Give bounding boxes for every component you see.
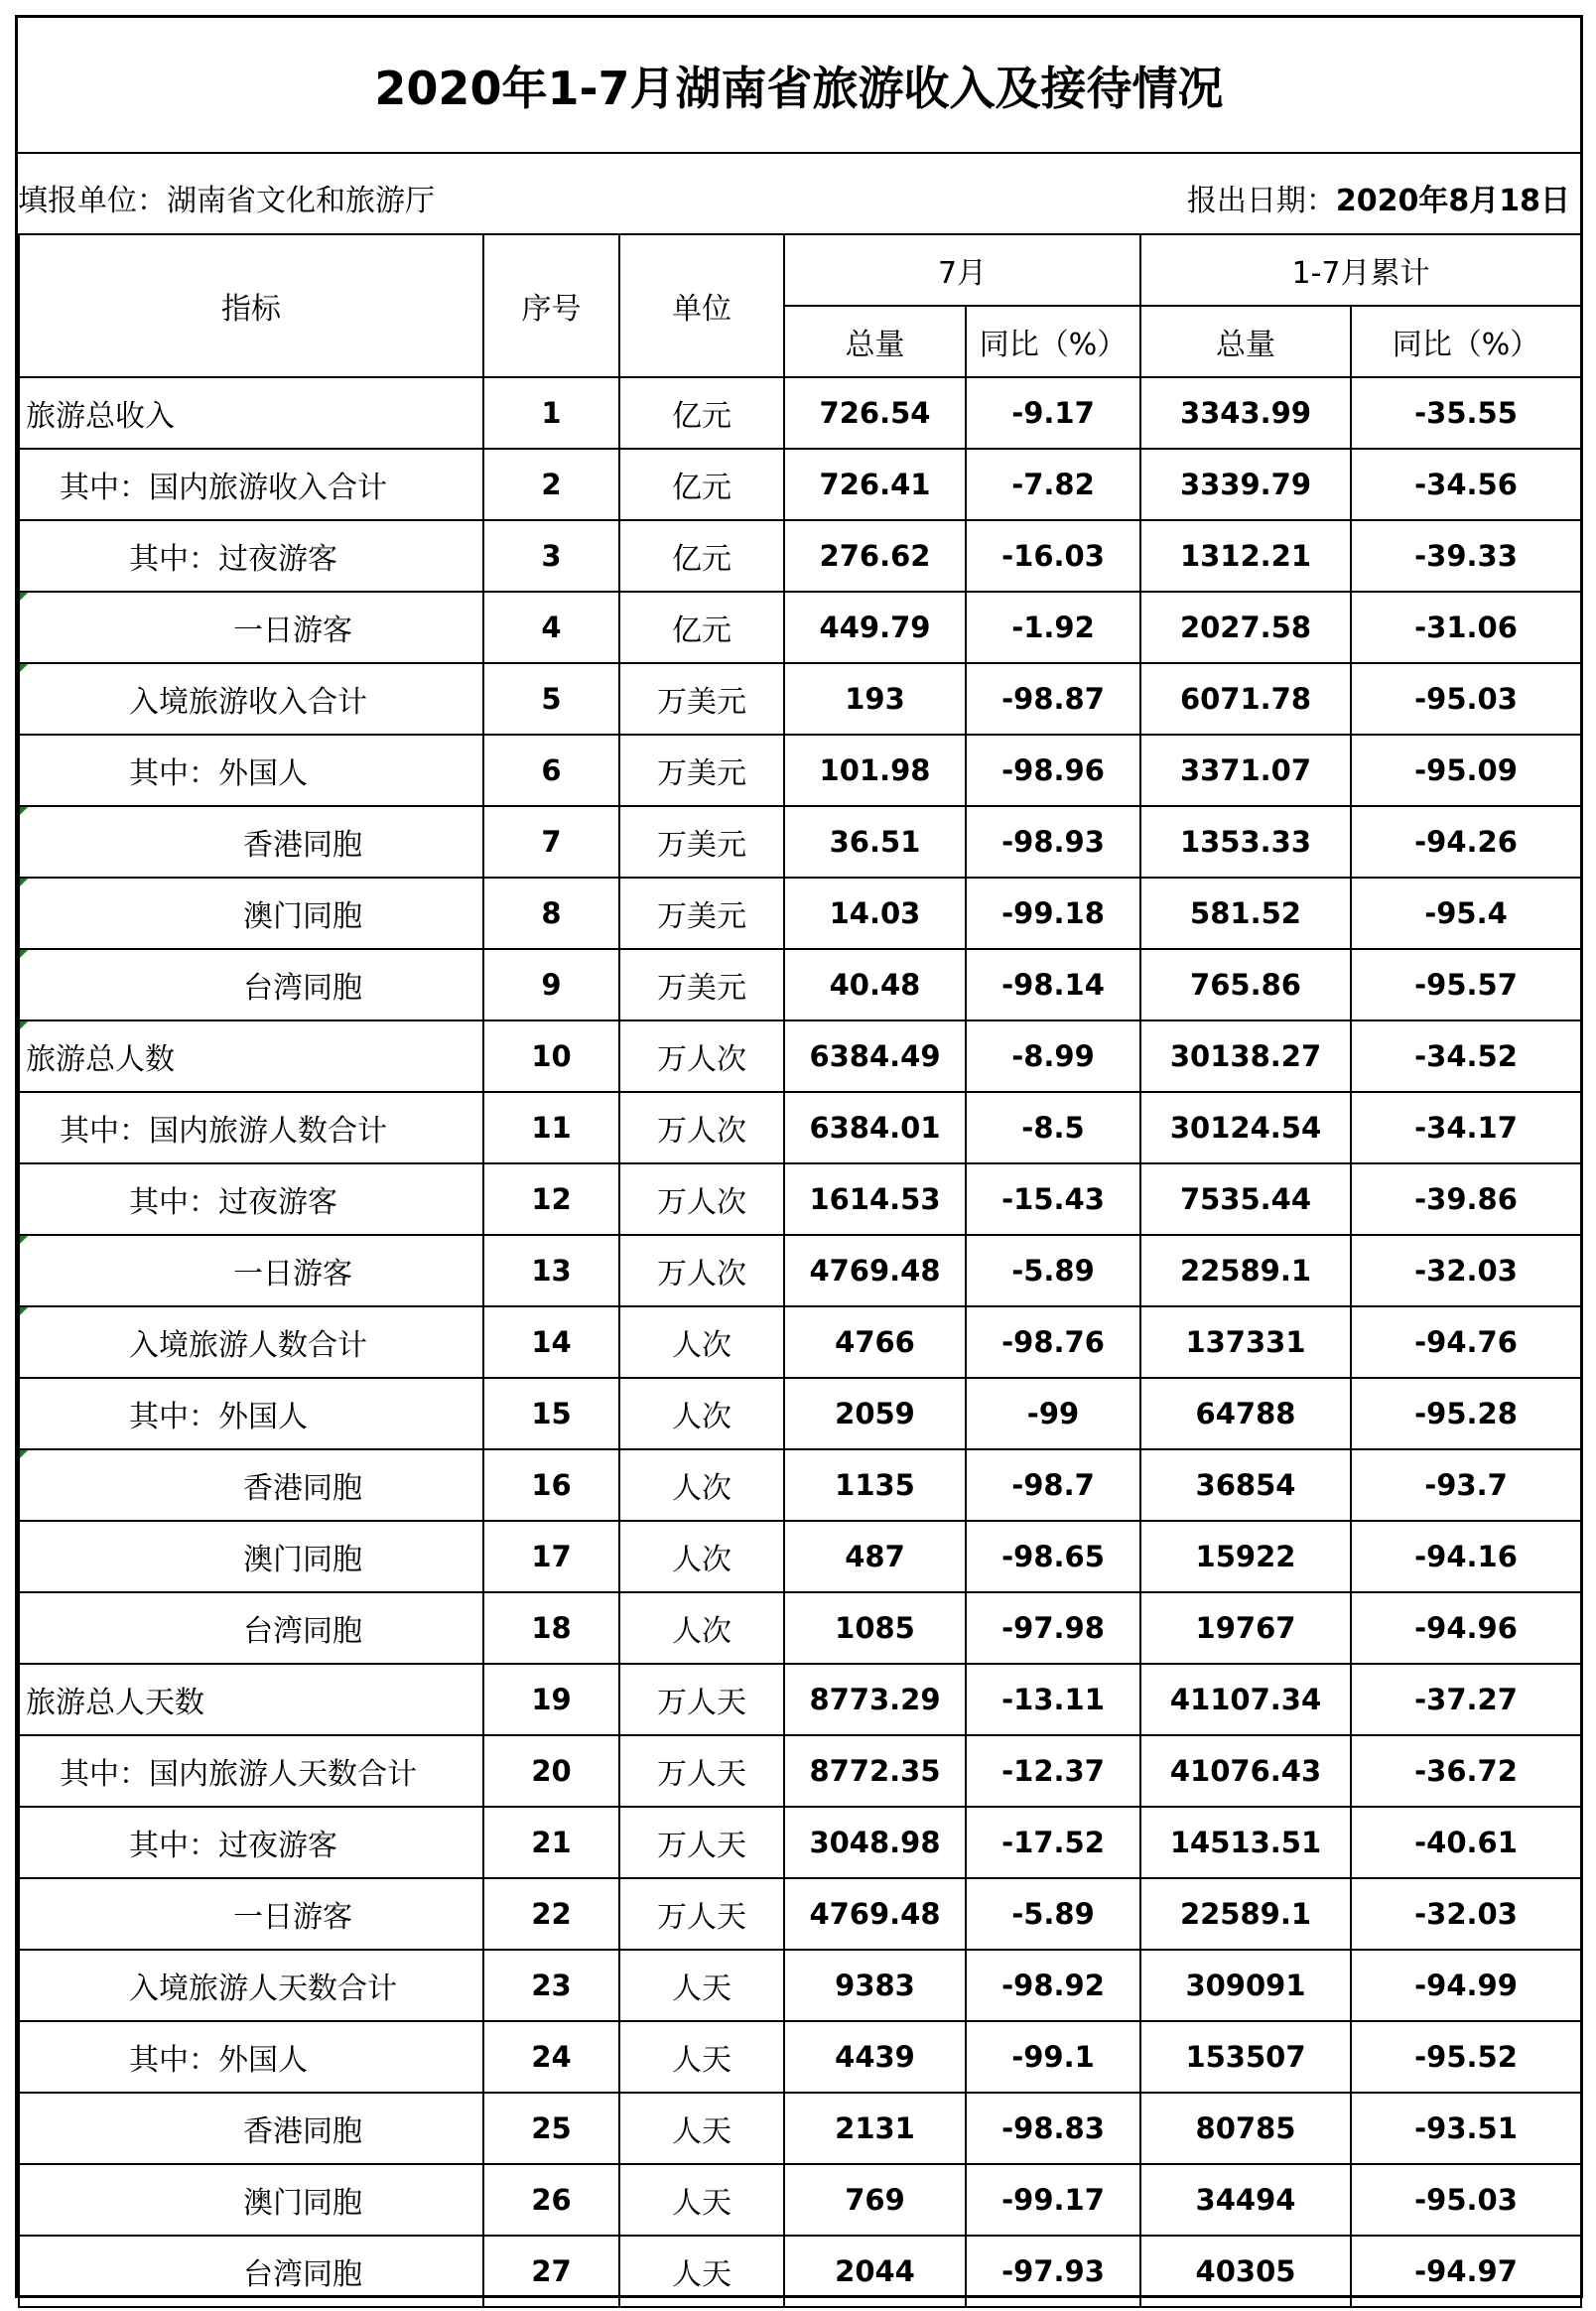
seq-cell: 25 (483, 2093, 619, 2164)
july-yoy-cell: -8.99 (966, 1020, 1140, 1092)
table-row (19, 449, 1581, 520)
cum-yoy-cell: -94.99 (1351, 1950, 1581, 2021)
july-yoy-cell: -97.93 (966, 2236, 1140, 2307)
table-row (19, 949, 1581, 1020)
header-indicator: 指标 (19, 234, 483, 377)
table-body (19, 377, 1581, 2307)
cum-total-cell: 1353.33 (1140, 806, 1351, 878)
july-total-cell: 1614.53 (784, 1163, 966, 1235)
july-total-cell: 726.41 (784, 449, 966, 520)
indicator-name (19, 1163, 483, 1235)
cum-total-cell: 30124.54 (1140, 1092, 1351, 1163)
seq-cell: 12 (483, 1163, 619, 1235)
unit-cell: 万人天 (619, 1664, 784, 1735)
indicator-label: 其中：国内旅游人数合计 (60, 1114, 387, 1149)
cum-yoy-cell: -93.7 (1351, 1449, 1581, 1521)
table-row (19, 1092, 1581, 1163)
july-total-cell: 193 (784, 663, 966, 735)
indicator-label: 其中：过夜游客 (129, 1829, 337, 1863)
cell-marker-icon (20, 593, 28, 601)
indicator-name (19, 449, 483, 520)
unit-cell: 万人天 (619, 1878, 784, 1950)
indicator-name (19, 592, 483, 663)
seq-cell: 6 (483, 735, 619, 806)
unit-cell: 亿元 (619, 449, 784, 520)
indicator-name (19, 1521, 483, 1592)
cum-total-cell: 14513.51 (1140, 1807, 1351, 1878)
cum-yoy-cell: -34.56 (1351, 449, 1581, 520)
july-total-cell: 4439 (784, 2021, 966, 2093)
indicator-label: 香港同胞 (243, 828, 362, 863)
table-row (19, 1807, 1581, 1878)
cum-yoy-cell: -94.97 (1351, 2236, 1581, 2307)
cum-yoy-cell: -95.57 (1351, 949, 1581, 1020)
seq-cell: 18 (483, 1592, 619, 1664)
indicator-label: 澳门同胞 (243, 2186, 362, 2221)
unit-cell: 万人次 (619, 1092, 784, 1163)
july-total-cell: 4769.48 (784, 1235, 966, 1306)
indicator-label: 台湾同胞 (243, 1614, 362, 1649)
indicator-name (19, 1950, 483, 2021)
cell-marker-icon (20, 664, 28, 672)
table-row (19, 806, 1581, 878)
july-total-cell: 9383 (784, 1950, 966, 2021)
cum-total-cell: 36854 (1140, 1449, 1351, 1521)
cum-total-cell: 153507 (1140, 2021, 1351, 2093)
indicator-label: 其中：外国人 (129, 2043, 308, 2078)
cum-yoy-cell: -93.51 (1351, 2093, 1581, 2164)
table-row (19, 1592, 1581, 1664)
july-total-cell: 4766 (784, 1306, 966, 1378)
cum-total-cell: 80785 (1140, 2093, 1351, 2164)
july-yoy-cell: -12.37 (966, 1735, 1140, 1807)
unit-cell: 亿元 (619, 592, 784, 663)
seq-cell: 27 (483, 2236, 619, 2307)
seq-cell: 3 (483, 520, 619, 592)
seq-cell: 19 (483, 1664, 619, 1735)
indicator-label: 旅游总人天数 (26, 1686, 204, 1720)
indicator-name (19, 1020, 483, 1092)
cum-yoy-cell: -39.33 (1351, 520, 1581, 592)
july-yoy-cell: -98.14 (966, 949, 1140, 1020)
july-yoy-cell: -98.87 (966, 663, 1140, 735)
indicator-name (19, 2093, 483, 2164)
unit-cell: 人天 (619, 2093, 784, 2164)
cell-marker-icon (20, 1450, 28, 1458)
indicator-label: 香港同胞 (243, 2114, 362, 2149)
seq-cell: 14 (483, 1306, 619, 1378)
indicator-name (19, 949, 483, 1020)
cum-yoy-cell: -40.61 (1351, 1807, 1581, 1878)
july-yoy-cell: -17.52 (966, 1807, 1140, 1878)
july-yoy-cell: -98.76 (966, 1306, 1140, 1378)
report-sheet (15, 15, 1583, 2298)
july-yoy-cell: -98.92 (966, 1950, 1140, 2021)
july-total-cell: 14.03 (784, 878, 966, 949)
july-yoy-cell: -98.83 (966, 2093, 1140, 2164)
july-total-cell: 2131 (784, 2093, 966, 2164)
cell-marker-icon (20, 950, 28, 958)
header-cumulative: 1-7月累计 (1140, 234, 1581, 306)
indicator-label: 台湾同胞 (243, 971, 362, 1006)
cum-yoy-cell: -95.03 (1351, 663, 1581, 735)
july-yoy-cell: -5.89 (966, 1235, 1140, 1306)
cum-total-cell: 40305 (1140, 2236, 1351, 2307)
july-total-cell: 276.62 (784, 520, 966, 592)
indicator-label: 入境旅游人数合计 (129, 1328, 367, 1363)
july-yoy-cell: -98.96 (966, 735, 1140, 806)
cum-yoy-cell: -94.96 (1351, 1592, 1581, 1664)
unit-cell: 万人次 (619, 1163, 784, 1235)
cum-yoy-cell: -37.27 (1351, 1664, 1581, 1735)
july-yoy-cell: -7.82 (966, 449, 1140, 520)
header-cum-yoy: 同比（%） (1351, 306, 1581, 377)
cum-yoy-cell: -35.55 (1351, 377, 1581, 449)
seq-cell: 13 (483, 1235, 619, 1306)
july-total-cell: 726.54 (784, 377, 966, 449)
indicator-name (19, 1235, 483, 1306)
table-row (19, 2236, 1581, 2307)
indicator-label: 旅游总收入 (26, 399, 175, 434)
cum-total-cell: 765.86 (1140, 949, 1351, 1020)
unit-cell: 万人次 (619, 1020, 784, 1092)
cum-yoy-cell: -95.09 (1351, 735, 1581, 806)
indicator-label: 台湾同胞 (243, 2257, 362, 2292)
table-row (19, 1449, 1581, 1521)
july-yoy-cell: -99.1 (966, 2021, 1140, 2093)
indicator-name (19, 1378, 483, 1449)
report-title: 2020年1-7月湖南省旅游收入及接待情况 (18, 18, 1580, 154)
july-total-cell: 6384.01 (784, 1092, 966, 1163)
seq-cell: 24 (483, 2021, 619, 2093)
cum-yoy-cell: -95.4 (1351, 878, 1581, 949)
seq-cell: 16 (483, 1449, 619, 1521)
report-meta (18, 154, 1580, 233)
header-july-yoy: 同比（%） (966, 306, 1140, 377)
unit-cell: 人次 (619, 1306, 784, 1378)
table-row (19, 1878, 1581, 1950)
july-total-cell: 8773.29 (784, 1664, 966, 1735)
cum-total-cell: 22589.1 (1140, 1235, 1351, 1306)
july-total-cell: 101.98 (784, 735, 966, 806)
seq-cell: 11 (483, 1092, 619, 1163)
cum-yoy-cell: -34.17 (1351, 1092, 1581, 1163)
july-yoy-cell: -5.89 (966, 1878, 1140, 1950)
july-total-cell: 487 (784, 1521, 966, 1592)
july-total-cell: 3048.98 (784, 1807, 966, 1878)
unit-cell: 万人天 (619, 1735, 784, 1807)
cum-total-cell: 41076.43 (1140, 1735, 1351, 1807)
cum-total-cell: 3339.79 (1140, 449, 1351, 520)
table-row (19, 377, 1581, 449)
july-yoy-cell: -98.93 (966, 806, 1140, 878)
cell-marker-icon (20, 1236, 28, 1244)
july-total-cell: 40.48 (784, 949, 966, 1020)
unit-cell: 人天 (619, 2236, 784, 2307)
indicator-label: 其中：过夜游客 (129, 1185, 337, 1220)
cum-yoy-cell: -94.26 (1351, 806, 1581, 878)
cum-yoy-cell: -32.03 (1351, 1878, 1581, 1950)
cum-yoy-cell: -32.03 (1351, 1235, 1581, 1306)
table-row (19, 735, 1581, 806)
table-row (19, 1306, 1581, 1378)
unit-cell: 人天 (619, 2021, 784, 2093)
indicator-name (19, 663, 483, 735)
unit-cell: 亿元 (619, 520, 784, 592)
table-row (19, 663, 1581, 735)
cum-total-cell: 581.52 (1140, 878, 1351, 949)
july-yoy-cell: -98.7 (966, 1449, 1140, 1521)
july-yoy-cell: -9.17 (966, 377, 1140, 449)
indicator-label: 其中：国内旅游人天数合计 (60, 1757, 417, 1792)
unit-cell: 万美元 (619, 663, 784, 735)
july-total-cell: 8772.35 (784, 1735, 966, 1807)
fill-unit: 填报单位：湖南省文化和旅游厅 (18, 184, 435, 218)
header-july: 7月 (784, 234, 1140, 306)
july-total-cell: 1135 (784, 1449, 966, 1521)
cum-total-cell: 7535.44 (1140, 1163, 1351, 1235)
table-row (19, 2021, 1581, 2093)
indicator-label: 澳门同胞 (243, 1543, 362, 1577)
cum-total-cell: 309091 (1140, 1950, 1351, 2021)
indicator-label: 香港同胞 (243, 1471, 362, 1506)
indicator-name (19, 1735, 483, 1807)
table-row (19, 592, 1581, 663)
cum-yoy-cell: -94.76 (1351, 1306, 1581, 1378)
indicator-name (19, 1664, 483, 1735)
unit-cell: 万美元 (619, 806, 784, 878)
july-total-cell: 36.51 (784, 806, 966, 878)
seq-cell: 4 (483, 592, 619, 663)
report-date-label: 报出日期： (1186, 184, 1336, 218)
cell-marker-icon (20, 1307, 28, 1315)
july-yoy-cell: -99.17 (966, 2164, 1140, 2236)
cum-total-cell: 2027.58 (1140, 592, 1351, 663)
cum-total-cell: 15922 (1140, 1521, 1351, 1592)
indicator-name (19, 806, 483, 878)
cum-yoy-cell: -95.28 (1351, 1378, 1581, 1449)
table-row (19, 1664, 1581, 1735)
july-yoy-cell: -15.43 (966, 1163, 1140, 1235)
indicator-label: 其中：过夜游客 (129, 542, 337, 577)
cum-yoy-cell: -95.03 (1351, 2164, 1581, 2236)
unit-cell: 万美元 (619, 735, 784, 806)
table-row (19, 1163, 1581, 1235)
seq-cell: 8 (483, 878, 619, 949)
cum-total-cell: 137331 (1140, 1306, 1351, 1378)
cum-total-cell: 64788 (1140, 1378, 1351, 1449)
july-total-cell: 6384.49 (784, 1020, 966, 1092)
indicator-label: 一日游客 (233, 1900, 352, 1935)
table-row (19, 1950, 1581, 2021)
unit-cell: 人次 (619, 1521, 784, 1592)
unit-cell: 人天 (619, 2164, 784, 2236)
indicator-name (19, 878, 483, 949)
cum-total-cell: 6071.78 (1140, 663, 1351, 735)
cum-total-cell: 34494 (1140, 2164, 1351, 2236)
seq-cell: 2 (483, 449, 619, 520)
july-yoy-cell: -97.98 (966, 1592, 1140, 1664)
cum-yoy-cell: -36.72 (1351, 1735, 1581, 1807)
indicator-label: 澳门同胞 (243, 899, 362, 934)
indicator-name (19, 2021, 483, 2093)
indicator-name (19, 2164, 483, 2236)
cum-yoy-cell: -31.06 (1351, 592, 1581, 663)
cum-yoy-cell: -94.16 (1351, 1521, 1581, 1592)
seq-cell: 17 (483, 1521, 619, 1592)
cum-total-cell: 3343.99 (1140, 377, 1351, 449)
unit-cell: 人次 (619, 1449, 784, 1521)
seq-cell: 9 (483, 949, 619, 1020)
table-row (19, 1378, 1581, 1449)
july-total-cell: 2044 (784, 2236, 966, 2307)
cell-marker-icon (20, 807, 28, 815)
seq-cell: 20 (483, 1735, 619, 1807)
july-total-cell: 449.79 (784, 592, 966, 663)
header-seq: 序号 (483, 234, 619, 377)
table-row (19, 878, 1581, 949)
july-yoy-cell: -8.5 (966, 1092, 1140, 1163)
unit-cell: 人次 (619, 1592, 784, 1664)
cum-total-cell: 30138.27 (1140, 1020, 1351, 1092)
seq-cell: 1 (483, 377, 619, 449)
cum-total-cell: 3371.07 (1140, 735, 1351, 806)
cum-total-cell: 22589.1 (1140, 1878, 1351, 1950)
indicator-name (19, 1807, 483, 1878)
july-yoy-cell: -13.11 (966, 1664, 1140, 1735)
unit-cell: 人天 (619, 1950, 784, 2021)
seq-cell: 7 (483, 806, 619, 878)
seq-cell: 22 (483, 1878, 619, 1950)
indicator-label: 入境旅游人天数合计 (129, 1971, 397, 2006)
cum-total-cell: 41107.34 (1140, 1664, 1351, 1735)
seq-cell: 26 (483, 2164, 619, 2236)
cum-yoy-cell: -95.52 (1351, 2021, 1581, 2093)
unit-cell: 万美元 (619, 878, 784, 949)
seq-cell: 10 (483, 1020, 619, 1092)
seq-cell: 5 (483, 663, 619, 735)
indicator-name (19, 1878, 483, 1950)
cum-yoy-cell: -34.52 (1351, 1020, 1581, 1092)
unit-cell: 万人次 (619, 1235, 784, 1306)
indicator-label: 其中：外国人 (129, 1400, 308, 1434)
unit-cell: 万人天 (619, 1807, 784, 1878)
july-total-cell: 769 (784, 2164, 966, 2236)
unit-cell: 万美元 (619, 949, 784, 1020)
report-date: 2020年8月18日 (1335, 184, 1570, 218)
july-yoy-cell: -99 (966, 1378, 1140, 1449)
seq-cell: 21 (483, 1807, 619, 1878)
indicator-name (19, 520, 483, 592)
indicator-label: 旅游总人数 (26, 1042, 175, 1077)
table-row (19, 2164, 1581, 2236)
seq-cell: 15 (483, 1378, 619, 1449)
cum-total-cell: 1312.21 (1140, 520, 1351, 592)
indicator-label: 入境旅游收入合计 (129, 685, 367, 720)
stats-table (18, 233, 1582, 2308)
header-july-total: 总量 (784, 306, 966, 377)
indicator-label: 其中：国内旅游收入合计 (60, 471, 387, 505)
july-yoy-cell: -99.18 (966, 878, 1140, 949)
cum-total-cell: 19767 (1140, 1592, 1351, 1664)
table-row (19, 1735, 1581, 1807)
july-total-cell: 2059 (784, 1378, 966, 1449)
table-row (19, 1020, 1581, 1092)
indicator-label: 一日游客 (233, 1257, 352, 1291)
indicator-name (19, 735, 483, 806)
table-row (19, 2093, 1581, 2164)
unit-cell: 人次 (619, 1378, 784, 1449)
header-cum-total: 总量 (1140, 306, 1351, 377)
july-yoy-cell: -1.92 (966, 592, 1140, 663)
indicator-name (19, 1092, 483, 1163)
seq-cell: 23 (483, 1950, 619, 2021)
table-row (19, 1235, 1581, 1306)
indicator-name (19, 1592, 483, 1664)
indicator-label: 其中：外国人 (129, 756, 308, 791)
indicator-label: 一日游客 (233, 613, 352, 648)
cell-marker-icon (20, 879, 28, 886)
unit-cell: 亿元 (619, 377, 784, 449)
cum-yoy-cell: -39.86 (1351, 1163, 1581, 1235)
july-yoy-cell: -16.03 (966, 520, 1140, 592)
cell-marker-icon (20, 1021, 28, 1029)
header-unit: 单位 (619, 234, 784, 377)
table-row (19, 520, 1581, 592)
july-total-cell: 4769.48 (784, 1878, 966, 1950)
july-total-cell: 1085 (784, 1592, 966, 1664)
indicator-name (19, 2236, 483, 2307)
indicator-name (19, 1306, 483, 1378)
report-date-block (1187, 176, 1570, 219)
table-row (19, 1521, 1581, 1592)
indicator-name (19, 1449, 483, 1521)
july-yoy-cell: -98.65 (966, 1521, 1140, 1592)
indicator-name (19, 377, 483, 449)
